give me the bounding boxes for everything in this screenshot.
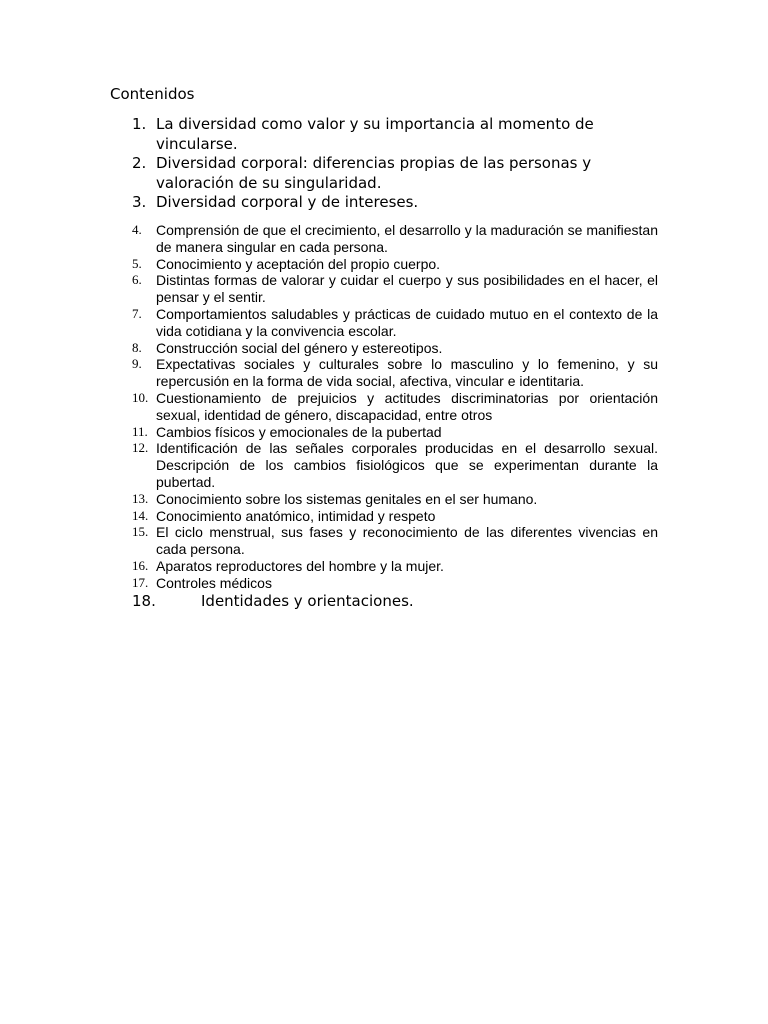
list-item-number: 9. <box>132 356 142 372</box>
contents-list-secondary <box>110 222 658 592</box>
list-item-number: 4. <box>132 222 142 237</box>
list-item-text: Diversidad corporal: diferencias propias de las personas y valoración de su singularidad. <box>156 154 592 192</box>
list-item <box>110 306 658 340</box>
list-item <box>110 390 658 424</box>
list-item <box>110 222 658 256</box>
list-item-number: 18. <box>132 592 156 610</box>
list-item-text: Conocimiento anatómico, intimidad y respeto <box>156 507 436 524</box>
list-item-text: Distintas formas de valorar y cuidar el cuerpo y sus posibilidades en el hacer, el pensar y el sentir. <box>156 272 658 306</box>
list-item-final <box>132 592 414 610</box>
list-item-number: 3. <box>132 193 147 211</box>
list-item-text: Comportamientos saludables y prácticas de cuidado mutuo en el contexto de la vida cotidiana y la convivencia escolar. <box>156 305 658 339</box>
list-item <box>110 356 658 390</box>
list-item-text: Construcción social del género y estereotipos. <box>156 339 443 356</box>
list-item <box>110 508 658 525</box>
list-item <box>110 524 658 558</box>
list-item-number: 5. <box>132 255 142 271</box>
list-item-number: 7. <box>132 305 142 321</box>
list-item-text: Conocimiento sobre los sistemas genitales en el ser humano. <box>156 490 538 507</box>
list-item-number: 16. <box>132 557 149 573</box>
list-item <box>110 440 658 490</box>
list-item-text: Controles médicos <box>156 574 272 591</box>
list-item <box>110 256 658 273</box>
list-item <box>110 491 658 508</box>
list-item <box>110 575 658 592</box>
list-item <box>110 340 658 357</box>
list-item <box>110 424 658 441</box>
list-item-number: 13. <box>132 490 149 506</box>
list-item-text: Identidades y orientaciones. <box>201 592 414 610</box>
list-item-text: Diversidad corporal y de intereses. <box>156 193 419 211</box>
list-item-number: 10. <box>132 389 149 405</box>
list-item-text: Cambios físicos y emocionales de la pubertad <box>156 423 442 440</box>
list-item-number: 8. <box>132 339 142 355</box>
list-item-text: La diversidad como valor y su importancia al momento de vincularse. <box>156 115 594 153</box>
list-item <box>110 114 658 154</box>
list-item-text: El ciclo menstrual, sus fases y reconocimiento de las diferentes vivencias en cada persona. <box>156 524 658 558</box>
list-item-number: 1. <box>132 115 147 133</box>
list-item-number: 2. <box>132 154 147 172</box>
contents-list-primary <box>110 114 658 211</box>
list-item-number: 14. <box>132 507 149 523</box>
list-item <box>110 272 658 306</box>
list-item-number: 15. <box>132 524 149 540</box>
list-item <box>110 153 658 193</box>
list-item <box>110 192 658 212</box>
list-item-number: 17. <box>132 574 149 590</box>
list-item-number: 11. <box>132 423 148 439</box>
list-item-text: Comprensión de que el crecimiento, el desarrollo y la maduración se manifiestan de manera singular en cada persona. <box>156 222 658 255</box>
list-item-text: Cuestionamiento de prejuicios y actitudes discriminatorias por orientación sexual, identidad de género, discapacidad, entre otros <box>156 389 658 423</box>
document-heading: Contenidos <box>110 85 195 103</box>
list-item-text: Conocimiento y aceptación del propio cuerpo. <box>156 255 441 272</box>
list-item-number: 6. <box>132 272 142 288</box>
list-item-text: Identificación de las señales corporales producidas en el desarrollo sexual. Descripción de los cambios fisiológicos que se experimentan durante la pubertad. <box>156 440 658 490</box>
list-item-text: Aparatos reproductores del hombre y la mujer. <box>156 557 444 574</box>
list-item <box>110 558 658 575</box>
list-item-text: Expectativas sociales y culturales sobre lo masculino y lo femenino, y su repercusión en la forma de vida social, afectiva, vincular e identitaria. <box>156 356 658 390</box>
list-item-number: 12. <box>132 440 149 456</box>
